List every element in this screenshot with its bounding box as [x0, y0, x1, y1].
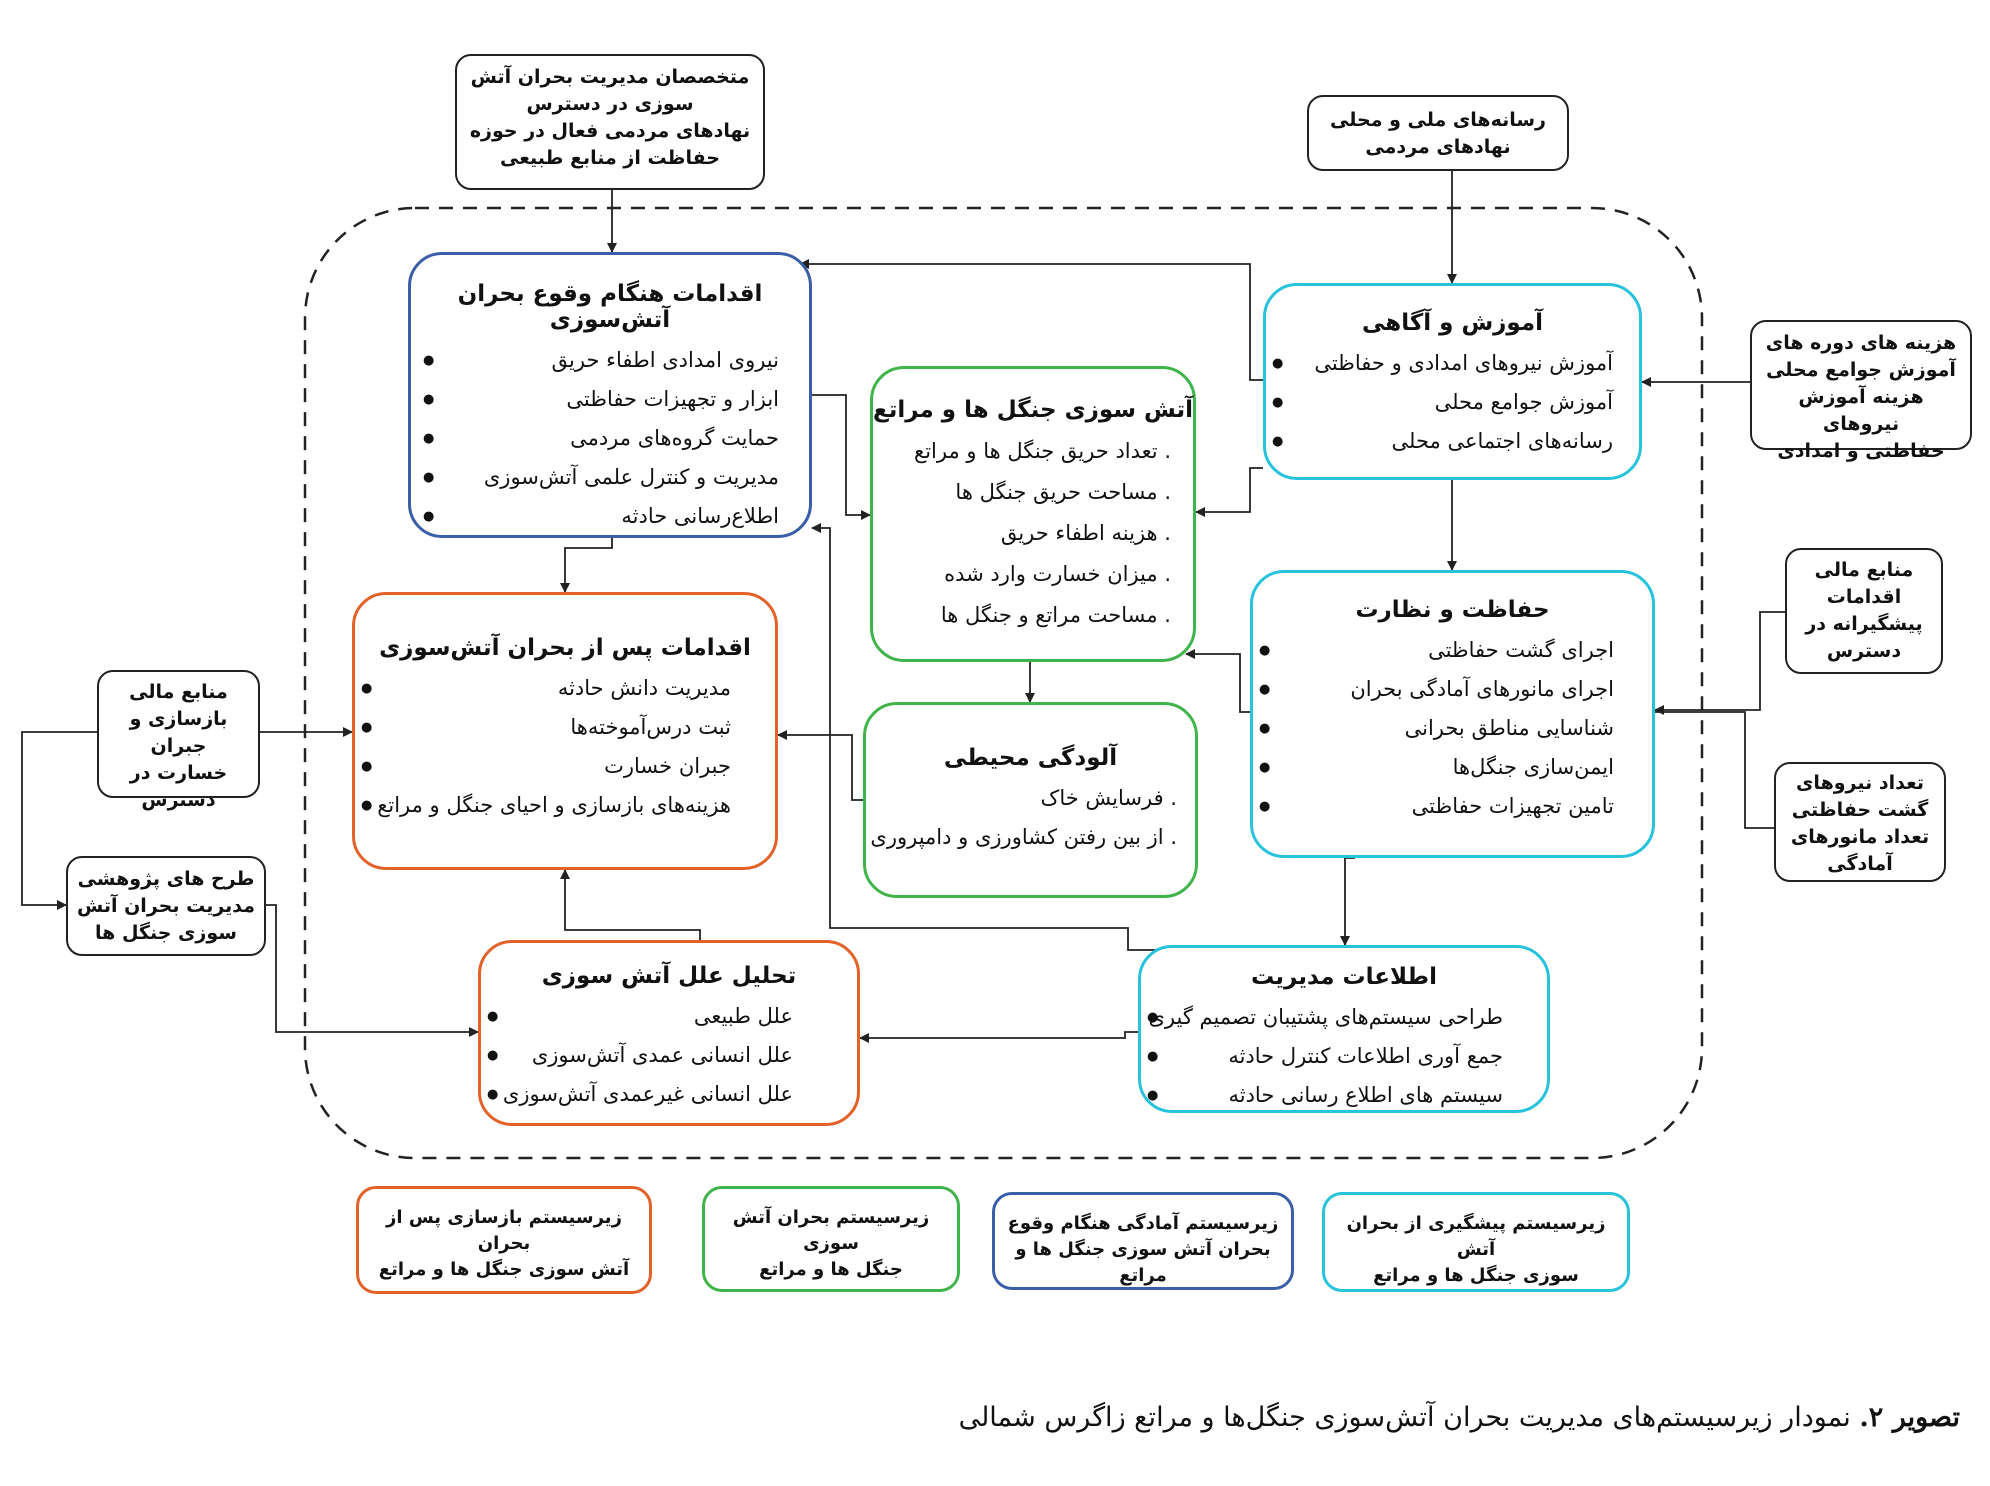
legend-reconstruction — [356, 1186, 652, 1294]
protection-item: ایمن‌سازی جنگل‌ها ● — [1273, 748, 1614, 787]
education-item: رسانه‌های اجتماعی محلی ● — [1286, 422, 1613, 461]
patrol-counts-line: تعداد نیروهای — [1796, 772, 1924, 794]
experts-line: نهادهای مردمی فعال در حوزه — [469, 120, 751, 142]
experts-node — [455, 54, 765, 190]
post-crisis-item: هزینه‌های بازسازی و احیای جنگل و مراتع ● — [375, 786, 731, 825]
research-plans-line: طرح های پژوهشی — [77, 868, 255, 890]
protection-box — [1250, 570, 1655, 858]
recovery-finance-node — [97, 670, 260, 811]
patrol-counts-line: تعداد مانورهای — [1790, 826, 1930, 848]
during-crisis-item: نیروی امدادی اطفاء حریق ● — [437, 341, 779, 380]
arrow-protection-to-fire — [1186, 654, 1250, 712]
education-item: آموزش نیروهای امدادی و حفاظتی ● — [1286, 344, 1613, 383]
arrow-education-to-fire — [1196, 468, 1263, 512]
recovery-finance-line: دسترس — [141, 789, 216, 811]
protection-title: حفاظت و نظارت — [1355, 597, 1550, 623]
caption-label: تصویر ۲. — [1859, 1402, 1960, 1433]
cause-analysis-item: علل انسانی عمدی آتش‌سوزی ● — [501, 1036, 793, 1075]
cause-analysis-item: علل طبیعی ● — [501, 997, 793, 1036]
post-crisis-box — [352, 592, 778, 870]
forest-fire-title: آتش سوزی جنگل ها و مراتع — [873, 397, 1193, 423]
cause-analysis-title: تحلیل علل آتش سوزی — [541, 963, 797, 989]
research-plans-line: مدیریت بحران آتش — [76, 895, 256, 917]
recovery-finance-line: منابع مالی — [129, 681, 228, 703]
arrow-protection-to-info — [1345, 858, 1355, 945]
patrol-counts-line: گشت حفاظتی — [1791, 799, 1929, 821]
recovery-finance-line: بازسازی و جبران — [129, 708, 228, 757]
legend-prevention — [1322, 1192, 1630, 1292]
forest-fire-item: . مساحت حریق جنگل ها — [955, 480, 1171, 504]
training-costs-node — [1750, 320, 1972, 462]
post-crisis-title: اقدامات پس از بحران آتش‌سوزی — [379, 635, 751, 661]
pollution-item: . فرسایش خاک — [1040, 786, 1177, 810]
education-item: آموزش جوامع محلی ● — [1286, 383, 1613, 422]
arrow-research-to-cause — [266, 905, 478, 1032]
during-crisis-item: مدیریت و کنترل علمی آتش‌سوزی ● — [437, 458, 779, 497]
protection-item: اجرای مانورهای آمادگی بحران ● — [1273, 670, 1614, 709]
legend-line: زیرسیستم پیشگیری از بحران آتش — [1346, 1213, 1606, 1260]
arrow-pollution-to-post — [778, 735, 863, 800]
research-plans-node — [66, 856, 266, 956]
legend-line: آتش سوزی جنگل ها و مراتع — [378, 1259, 630, 1280]
during-crisis-item: ابزار و تجهیزات حفاظتی ● — [437, 380, 779, 419]
caption-text: نمودار زیرسیستم‌های مدیریت بحران آتش‌سوزی جنگل‌ها و مراتع زاگرس شمالی — [958, 1402, 1860, 1433]
media-line: نهادهای مردمی — [1365, 136, 1511, 158]
training-costs-line: هزینه های دوره های — [1765, 332, 1957, 354]
forest-fire-item: . میزان خسارت وارد شده — [944, 562, 1171, 586]
prevention-finance-line: اقدامات — [1826, 586, 1902, 608]
forest-fire-item: . مساحت مراتع و جنگل ها — [940, 603, 1171, 627]
prevention-finance-line: پیشگیرانه در — [1805, 613, 1923, 635]
management-info-item: طراحی سیستم‌های پشتیبان تصمیم گیری ● — [1161, 998, 1503, 1037]
legend-line: بحران آتش سوزی جنگل ها و مراتع — [1015, 1239, 1271, 1286]
experts-line: متخصصان مدیریت بحران آتش — [470, 66, 750, 88]
research-plans-line: سوزی جنگل ها — [95, 922, 237, 944]
prevention-finance-line: منابع مالی — [1814, 559, 1914, 581]
during-crisis-box — [408, 252, 812, 538]
experts-line: حفاظت از منابع طبیعی — [500, 147, 720, 169]
education-box — [1263, 283, 1642, 480]
arrow-education-to-during — [800, 264, 1263, 380]
legend-line: جنگل ها و مراتع — [759, 1259, 903, 1280]
post-crisis-item: جبران خسارت ● — [375, 747, 731, 786]
cause-analysis-item: علل انسانی غیرعمدی آتش‌سوزی ● — [501, 1075, 793, 1114]
arrow-info-to-cause — [860, 1032, 1138, 1038]
management-info-title: اطلاعات مدیریت — [1251, 964, 1437, 990]
training-costs-line: هزینه آموزش نیروهای — [1798, 386, 1924, 435]
arrow-during-to-post — [565, 538, 612, 592]
recovery-finance-line: خسارت در — [129, 762, 228, 784]
patrol-counts-line: آمادگی — [1827, 853, 1893, 875]
management-info-box — [1138, 945, 1550, 1113]
during-crisis-item: اطلاع‌رسانی حادثه ● — [437, 497, 779, 536]
figure-caption — [870, 1402, 1960, 1433]
training-costs-line: آموزش جوامع محلی — [1766, 359, 1956, 381]
protection-item: تامین تجهیزات حفاظتی ● — [1273, 787, 1614, 826]
during-crisis-item: حمایت گروه‌های مردمی ● — [437, 419, 779, 458]
prevention-finance-node — [1785, 548, 1943, 674]
legend-preparedness — [992, 1192, 1294, 1290]
pollution-box — [863, 702, 1198, 898]
media-node — [1307, 95, 1569, 171]
legend-line: زیرسیستم آمادگی هنگام وقوع — [1007, 1213, 1279, 1234]
management-info-item: جمع آوری اطلاعات کنترل حادثه ● — [1161, 1037, 1503, 1076]
training-costs-line: حفاظتی و امدادی — [1777, 440, 1945, 462]
arrow-cause-to-post — [565, 870, 700, 940]
legend-crisis — [702, 1186, 960, 1292]
patrol-counts-node — [1774, 762, 1946, 882]
education-title: آموزش و آگاهی — [1362, 310, 1543, 336]
legend-line: سوزی جنگل ها و مراتع — [1373, 1265, 1579, 1286]
during-crisis-title: اقدامات هنگام وقوع بحران آتش‌سوزی — [457, 281, 763, 333]
cause-analysis-box — [478, 940, 860, 1126]
arrow-finance-to-protection — [1655, 612, 1785, 710]
arrow-patrol-to-protection — [1655, 712, 1780, 828]
protection-item: اجرای گشت حفاظتی ● — [1273, 631, 1614, 670]
post-crisis-item: مدیریت دانش حادثه ● — [375, 669, 731, 708]
forest-fire-item: . هزینه اطفاء حریق — [1000, 521, 1171, 545]
management-info-item: سیستم های اطلاع رسانی حادثه ● — [1161, 1076, 1503, 1115]
media-line: رسانه‌های ملی و محلی — [1330, 109, 1546, 131]
forest-fire-box — [870, 366, 1196, 662]
pollution-title: آلودگی محیطی — [943, 745, 1118, 771]
arrow-during-to-fire — [812, 395, 870, 515]
protection-item: شناسایی مناطق بحرانی ● — [1273, 709, 1614, 748]
pollution-item: . از بین رفتن کشاورزی و دامپروری — [870, 825, 1177, 849]
experts-line: سوزی در دسترس — [526, 93, 694, 115]
post-crisis-item: ثبت درس‌آموخته‌ها ● — [375, 708, 731, 747]
legend-line: زیرسیستم بحران آتش سوزی — [732, 1207, 930, 1254]
prevention-finance-line: دسترس — [1826, 640, 1902, 662]
forest-fire-item: . تعداد حریق جنگل ها و مراتع — [914, 439, 1171, 463]
legend-line: زیرسیستم بازسازی پس از بحران — [386, 1207, 622, 1254]
